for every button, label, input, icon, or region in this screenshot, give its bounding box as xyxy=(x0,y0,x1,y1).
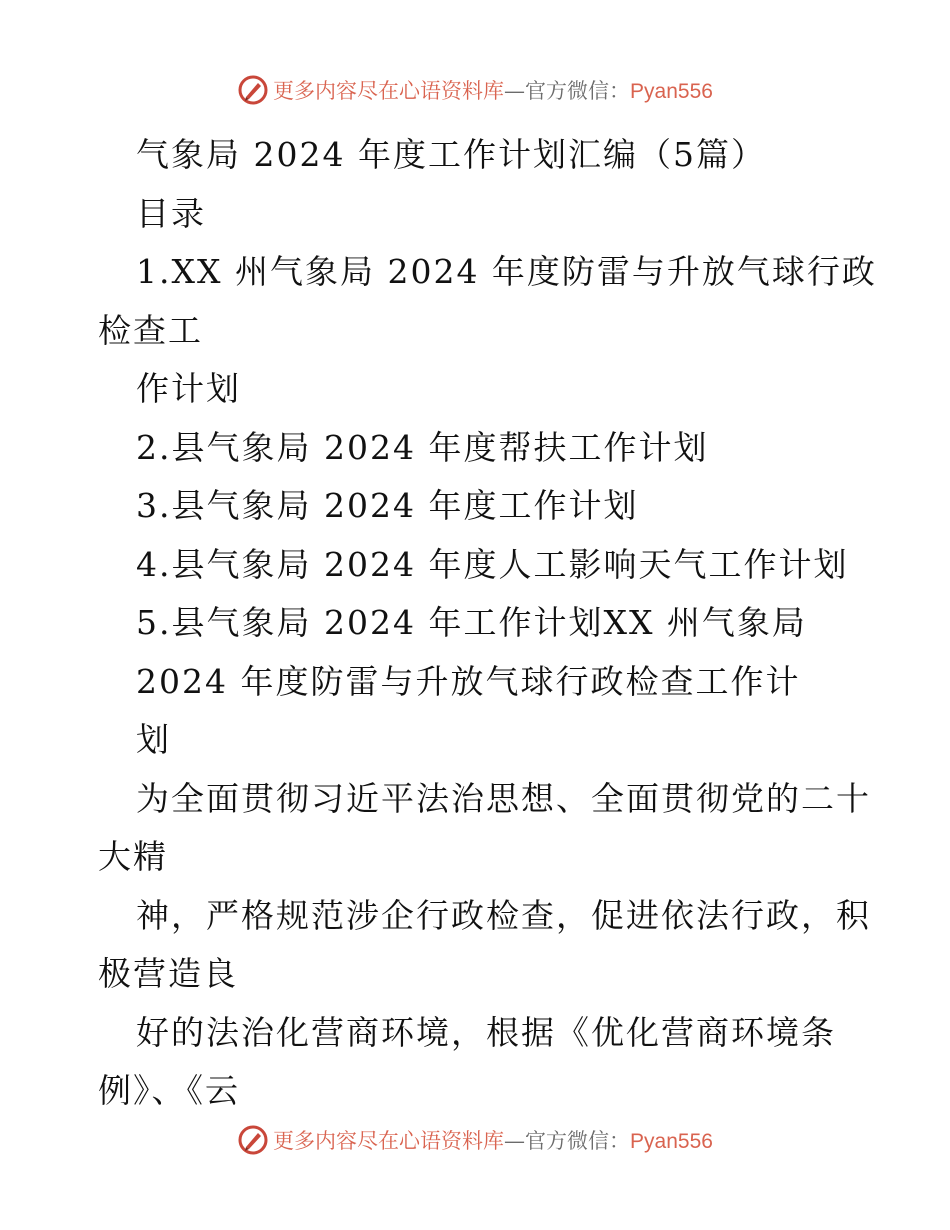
watermark-prefix: 更多内容尽在心语资料库 xyxy=(273,1129,505,1153)
watermark-id: Pyan556 xyxy=(630,1130,713,1153)
watermark-text xyxy=(273,1125,713,1155)
header-watermark xyxy=(0,70,950,110)
watermark-dash: — xyxy=(504,1129,526,1153)
document-line: 4.县气象局 2024 年度人工影响天气工作计划 xyxy=(136,544,849,584)
document-line: 为全面贯彻习近平法治思想、全面贯彻党的二十 xyxy=(136,778,871,818)
watermark-logo-icon xyxy=(237,1124,269,1156)
watermark-official-label: 官方微信： xyxy=(525,1129,631,1153)
document-line: 好的法治化营商环境，根据《优化营商环境条 xyxy=(136,1012,836,1052)
document-line: 气象局 2024 年度工作计划汇编（5篇） xyxy=(136,135,766,174)
watermark-logo-icon xyxy=(237,74,269,106)
watermark-id: Pyan556 xyxy=(630,80,713,103)
footer-watermark xyxy=(0,1120,950,1160)
watermark-official-label: 官方微信： xyxy=(525,79,631,103)
document-line: 划 xyxy=(136,720,171,759)
document-line: 2.县气象局 2024 年度帮扶工作计划 xyxy=(136,427,709,467)
document-line: 大精 xyxy=(98,837,168,876)
document-line: 检查工 xyxy=(98,310,203,350)
document-line: 5.县气象局 2024 年工作计划XX 州气象局 xyxy=(136,603,807,642)
document-line: 2024 年度防雷与升放气球行政检查工作计 xyxy=(136,661,801,701)
document-line: 极营造良 xyxy=(98,954,238,993)
document-line: 例》、《云 xyxy=(98,1071,240,1110)
document-line: 1.XX 州气象局 2024 年度防雷与升放气球行政 xyxy=(136,252,877,291)
document-line: 作计划 xyxy=(136,369,241,408)
document-body xyxy=(98,126,877,1121)
watermark-prefix: 更多内容尽在心语资料库 xyxy=(273,79,505,103)
document-line: 神，严格规范涉企行政检查，促进依法行政，积 xyxy=(136,895,871,935)
watermark-dash: — xyxy=(504,79,526,103)
document-line: 3.县气象局 2024 年度工作计划 xyxy=(136,486,639,525)
document-line: 目录 xyxy=(136,193,206,233)
watermark-text xyxy=(273,75,713,105)
